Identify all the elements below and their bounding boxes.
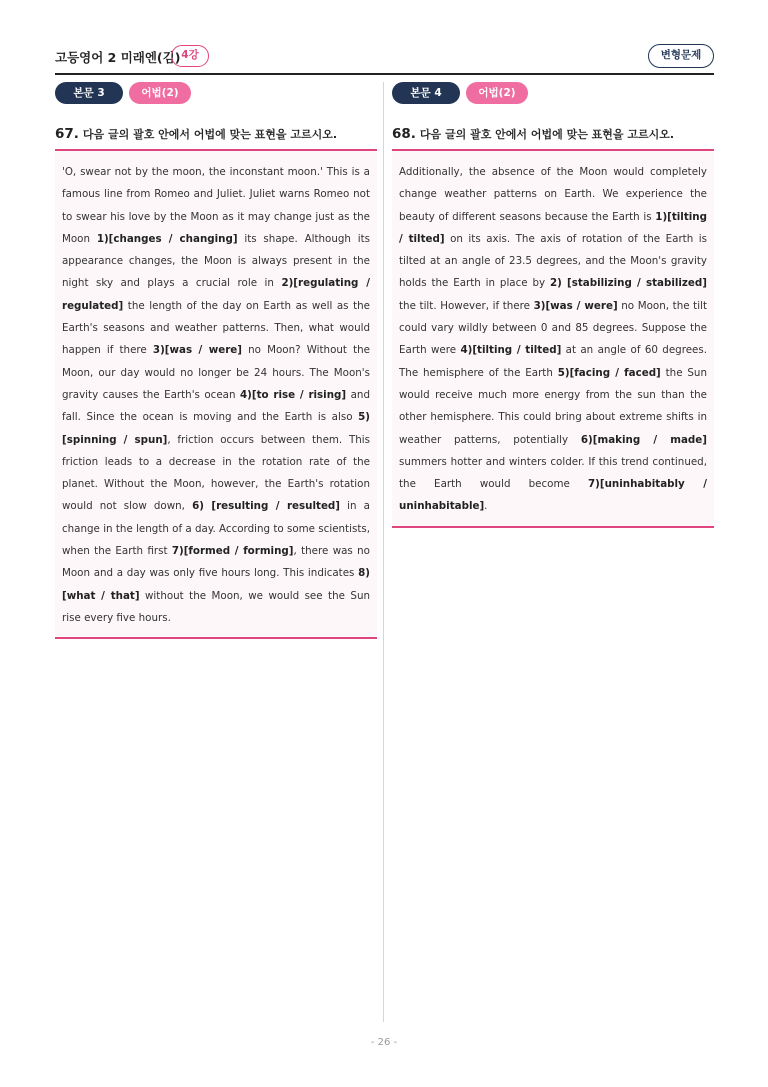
page-header <box>55 44 714 74</box>
question-number: 67. <box>55 126 79 142</box>
passage-tag: 본문 4 <box>392 82 460 104</box>
choice-bracket: 1)[tilting / tilted] <box>399 210 707 245</box>
passage-text: 'O, swear not by the moon, the inconstant moon.' This is a famous line from Romeo and Juliet. Juliet warns Romeo not to swear his love by the Moon as it may change just as the Moon 1)[changes / changing] its shape. Although its appearance changes, the Moon is always present in the night sky and plays a crucial role in 2)[regulating / regulated] the length of the day on Earth as well as the Earth's seasons and weather patterns. Then, what would happen if there 3)[was / were] no Moon? Without the Moon, our day would no longer be 24 hours. The Moon's gravity causes the Earth's ocean 4)[to rise / rising] and fall. Since the ocean is moving and the Earth is also 5)[spinning / spun], friction occurs between them. This friction leads to a decrease in the rotation rate of the planet. Without the Moon, however, the Earth's rotation would not slow down, 6) [resulting / resulted] in a change in the length of a day. According to some scientists, when the Earth first 7)[formed / forming], there was no Moon and a day was only five hours long. This indicates 8)[what / that] without the Moon, we would see the Sun rise every five hours. <box>62 166 370 624</box>
passage-box <box>392 149 714 528</box>
choice-bracket: 6) [resulting / resulted] <box>192 500 341 513</box>
question-title <box>392 123 714 141</box>
choice-bracket: 5)[facing / faced] <box>557 366 661 379</box>
choice-bracket: 1)[changes / changing] <box>96 232 238 245</box>
question-title <box>55 123 377 141</box>
choice-bracket: 5)[spinning / spun] <box>62 411 370 446</box>
header-rule <box>55 73 714 75</box>
choice-bracket: 4)[to rise / rising] <box>240 388 347 401</box>
choice-bracket: 2)[regulating / regulated] <box>62 277 370 312</box>
choice-bracket: 6)[making / made] <box>580 433 707 446</box>
section-tags <box>55 82 377 106</box>
page-number: - 26 - <box>370 1037 398 1048</box>
choice-bracket: 3)[was / were] <box>152 344 242 357</box>
grammar-tag: 어법(2) <box>466 82 528 104</box>
type-badge: 변형문제 <box>648 44 714 68</box>
lesson-badge: 4강 <box>171 45 209 67</box>
passage-box <box>55 149 377 639</box>
choice-bracket: 7)[formed / forming] <box>171 545 294 558</box>
question-number: 68. <box>392 126 416 142</box>
passage-text: Additionally, the absence of the Moon would completely change weather patterns on Earth. We experience the beauty of different seasons because the Earth is 1)[tilting / tilted] on its axis. The axis of rotation of the Earth is tilted at an angle of 23.5 degrees, and the Moon's gravity holds the Earth in place by 2) [stabilizing / stabilized] the tilt. However, if there 3)[was / were] no Moon, the tilt could vary wildly between 0 and 85 degrees. Suppose the Earth were 4)[tilting / tilted] at an angle of 60 degrees. The hemisphere of the Earth 5)[facing / faced] the Sun would receive much more energy from the sun than the other hemisphere. This could bring about extreme shifts in weather patterns, potentially 6)[making / made] summers hotter and winters colder. If this trend continued, the Earth would become 7)[uninhabitably / uninhabitable]. <box>399 166 708 513</box>
grammar-tag: 어법(2) <box>129 82 191 104</box>
choice-bracket: 2) [stabilizing / stabilized] <box>549 277 707 290</box>
section-tags <box>392 82 714 106</box>
choice-bracket: 8)[what / that] <box>62 567 370 602</box>
passage-tag: 본문 3 <box>55 82 123 104</box>
question-instruction: 다음 글의 괄호 안에서 어법에 맞는 표현을 고르시오. <box>82 128 338 141</box>
choice-bracket: 4)[tilting / tilted] <box>460 344 562 357</box>
book-title: 고등영어 2 미래엔(김) <box>55 50 181 65</box>
question-instruction: 다음 글의 괄호 안에서 어법에 맞는 표현을 고르시오. <box>419 128 675 141</box>
column-divider <box>383 82 384 1022</box>
question-68-column <box>392 82 714 528</box>
question-67-column <box>55 82 377 639</box>
choice-bracket: 7)[uninhabitably / uninhabitable] <box>399 478 707 513</box>
choice-bracket: 3)[was / were] <box>533 299 618 312</box>
